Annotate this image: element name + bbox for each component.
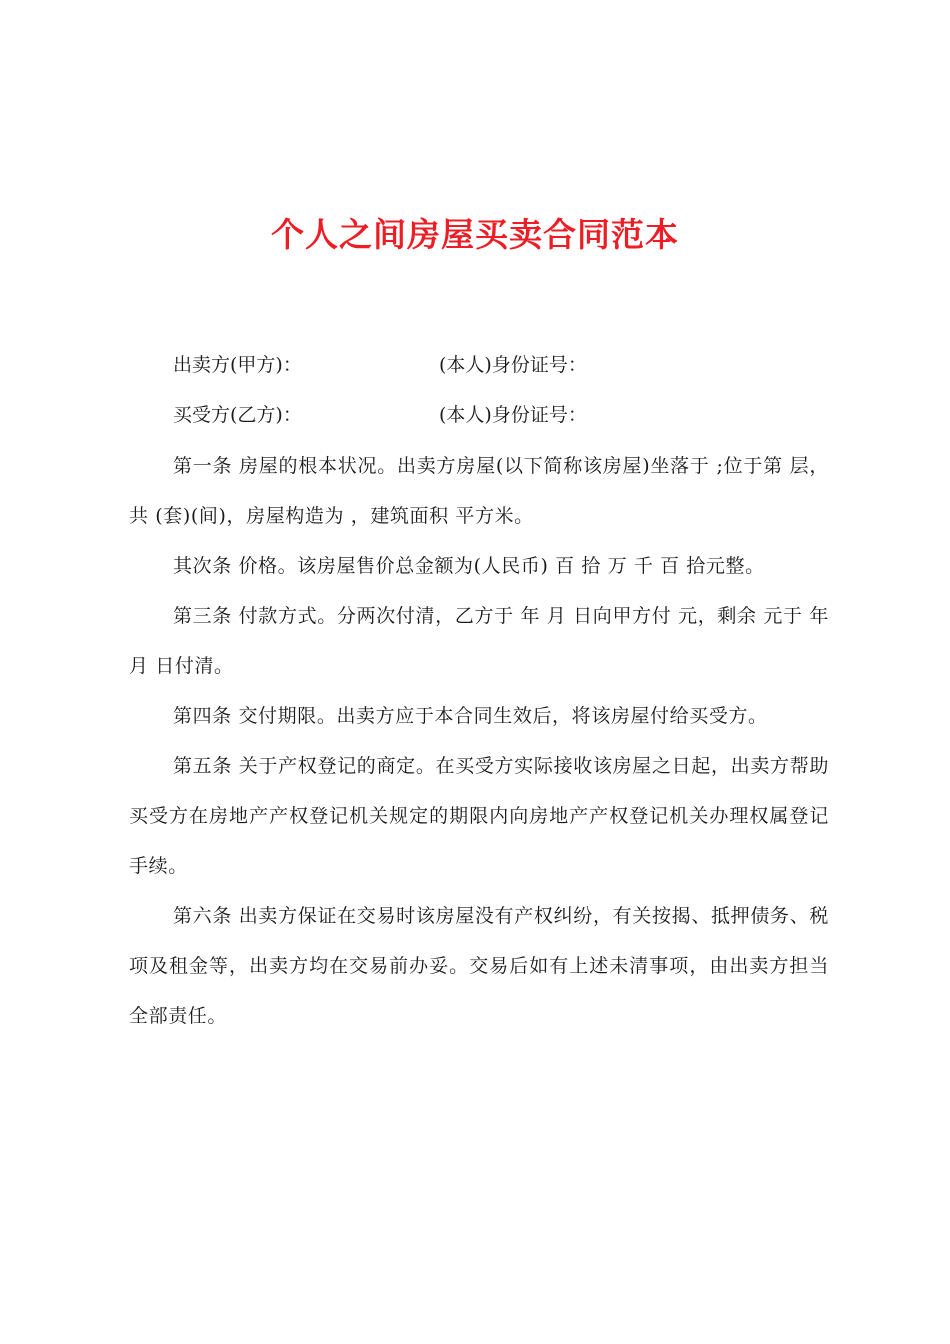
buyer-id-label: (本人)身份证号： <box>439 404 587 426</box>
buyer-label: 买受方(乙方)： <box>173 404 302 426</box>
article-3: 第三条 付款方式。分两次付清，乙方于 年 月 日向甲方付 元，剩余 元于 年 月 日付清。 <box>129 605 829 677</box>
article-6: 第六条 出卖方保证在交易时该房屋没有产权纠纷，有关按揭、抵押债务、税项及租金等，出卖方均在交易前办妥。交易后如有上述未清事项，由出卖方担当全部责任。 <box>129 905 829 1027</box>
article-4: 第四条 交付期限。出卖方应于本合同生效后，将该房屋付给买受方。 <box>173 705 768 727</box>
document-title: 个人之间房屋买卖合同范本 <box>271 215 679 254</box>
article-2: 其次条 价格。该房屋售价总金额为(人民币) 百 拾 万 千 百 拾元整。 <box>173 555 765 577</box>
contract-body <box>129 441 829 1041</box>
seller-label: 出卖方(甲方)： <box>173 354 302 376</box>
seller-id-label: (本人)身份证号： <box>439 354 587 376</box>
article-5: 第五条 关于产权登记的商定。在买受方实际接收该房屋之日起，出卖方帮助买受方在房地产产权登记机关规定的期限内向房地产产权登记机关办理权属登记手续。 <box>129 755 829 877</box>
article-1: 第一条 房屋的根本状况。出卖方房屋(以下简称该房屋)坐落于 ;位于第 层，共 (套)(间)，房屋构造为 ，建筑面积 平方米。 <box>129 455 829 527</box>
